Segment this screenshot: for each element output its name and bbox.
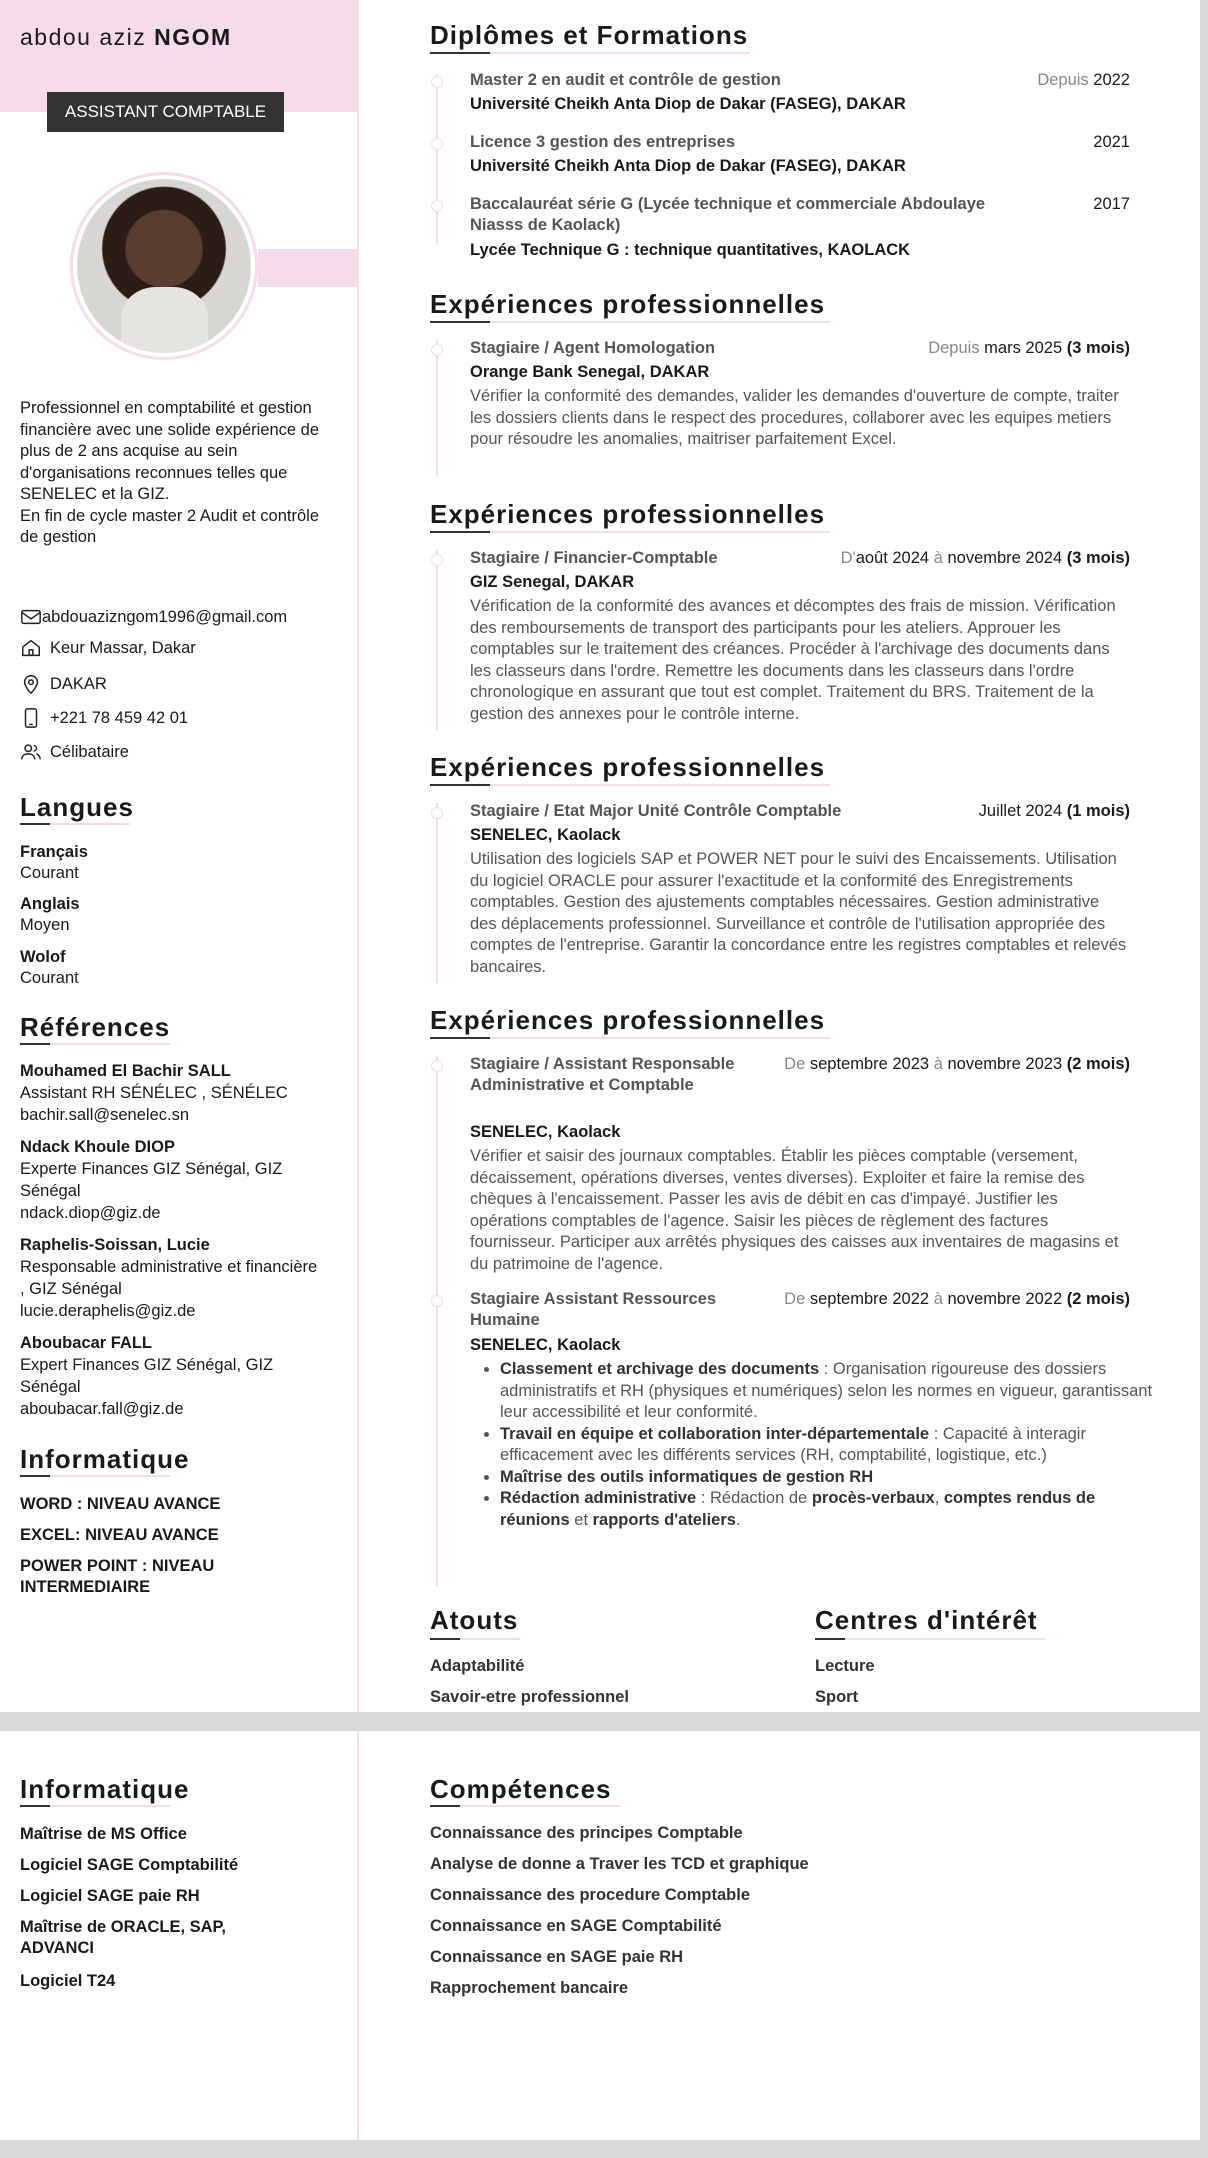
experience-heading: Expériences professionnelles	[430, 289, 826, 319]
atout-item: Savoir-etre professionnel	[430, 1688, 629, 1706]
experience-org: GIZ Senegal, DAKAR	[470, 573, 635, 591]
contact-marital-status: Célibataire	[20, 741, 129, 763]
education-heading: Diplômes et Formations	[430, 20, 749, 50]
experience-org: Orange Bank Senegal, DAKAR	[470, 363, 710, 381]
it-skill-item: Logiciel SAGE Comptabilité	[20, 1856, 239, 1874]
job-title-badge: ASSISTANT COMPTABLE	[47, 92, 284, 132]
location-icon	[20, 673, 42, 695]
experience-description: Vérification de la conformité des avances et décomptes des frais de mission. Vérification des remboursements de transport des participants pour les ateliers. Approuer les comptables sur le traitement des créances. Procéder à l'archivage des documents dans les classeurs dans l'ordre. Remettre les documents dans les classeurs dans l'ordre chronologique en assurant que tout est complet. Traitement du BRS. Traitement de la gestion des annexes pour le contrôle interne.	[470, 597, 1116, 723]
heading-underline	[430, 1037, 830, 1039]
home-icon	[20, 637, 42, 659]
competence-item: Rapprochement bancaire	[430, 1979, 629, 1997]
experience-bullets	[470, 1359, 1160, 1531]
informatique-heading: Informatique	[20, 1444, 190, 1474]
heading-underline	[430, 784, 830, 786]
competence-item: Connaissance des procedure Comptable	[430, 1886, 751, 1904]
education-date: Depuis 2022	[1037, 71, 1130, 89]
it-skill-item: POWER POINT : NIVEAU INTERMEDIAIRE	[20, 1557, 215, 1596]
timeline-line	[436, 74, 438, 244]
bullet-item: • Rédaction administrative : Rédaction de procès-verbaux, comptes rendus de réunions et rapports d'ateliers.	[500, 1488, 1160, 1531]
experience-heading: Expériences professionnelles	[430, 499, 826, 529]
heading-underline	[430, 1805, 620, 1807]
timeline-dot	[431, 344, 443, 356]
it-skill-item: Maîtrise de ORACLE, SAP, ADVANCI	[20, 1918, 227, 1957]
heading-underline	[430, 531, 830, 533]
timeline-line	[436, 550, 438, 730]
profile-photo	[70, 172, 258, 360]
experience-heading: Expériences professionnelles	[430, 1005, 826, 1035]
timeline-dot	[431, 76, 443, 88]
competences-heading: Compétences	[430, 1774, 612, 1804]
interest-item: Sport	[815, 1688, 859, 1706]
experience-description: Utilisation des logiciels SAP et POWER NET pour le suivi des Encaissements. Utilisation du logiciel ORACLE pour assurer l'exactitude et la conformité des Enregistrements comptables. Gestion des ajustements comptables nécessaires. Gestion administrative des déplacements professionnel. Surveillance et contrôle de l'utilisation appropriée des comptes de l'entreprise. Garantir la concordance entre les registres comptables et relevés bancaires.	[470, 850, 1127, 976]
reference-item: Mouhamed El Bachir SALL Assistant RH SÉNÉLEC , SÉNÉLEC bachir.sall@senelec.sn	[20, 1062, 288, 1124]
timeline-dot	[431, 1295, 443, 1307]
experience-date: De septembre 2023 à novembre 2023 (2 mois)	[784, 1055, 1130, 1073]
contact-email[interactable]: abdouazizngom1996@gmail.com	[20, 606, 287, 628]
competence-item: Connaissance en SAGE paie RH	[430, 1948, 684, 1966]
language-item: Anglais Moyen	[20, 895, 80, 934]
reference-item: Aboubacar FALL Expert Finances GIZ Sénégal, GIZ Sénégal aboubacar.fall@giz.de	[20, 1334, 274, 1418]
competence-item: Analyse de donne a Traver les TCD et graphique	[430, 1855, 809, 1873]
it-skill-item: Logiciel SAGE paie RH	[20, 1887, 200, 1905]
reference-item: Raphelis-Soissan, Lucie Responsable administrative et financière , GIZ Sénégal lucie.deraphelis@giz.de	[20, 1236, 318, 1320]
education-org: Université Cheikh Anta Diop de Dakar (FASEG), DAKAR	[470, 95, 906, 113]
heading-underline	[815, 1638, 1045, 1640]
heading-underline	[20, 1043, 170, 1045]
education-title: Licence 3 gestion des entreprises	[470, 133, 736, 151]
experience-title: Stagiaire / Etat Major Unité Contrôle Comptable	[470, 802, 842, 820]
references-heading: Références	[20, 1012, 171, 1042]
education-org: Lycée Technique G : technique quantitatives, KAOLACK	[470, 241, 911, 259]
experience-description: Vérifier et saisir des journaux comptables. Établir les pièces comptable (versement, décaissement, opérations diverses, ventes diverses). Exploiter et faire la remise des chèques à l'encaissement. Passer les avis de débit en cas d'impayé. Justifier les opérations comptables de l'agence. Saisir les pièces de règlement des factures fournisseur. Participer aux arrêtés physiques des caisses aux inventaires de magasins et du patrimoine de l'agence.	[470, 1147, 1119, 1273]
heading-underline	[430, 321, 830, 323]
education-org: Université Cheikh Anta Diop de Dakar (FASEG), DAKAR	[470, 157, 906, 175]
timeline-dot	[431, 1060, 443, 1072]
experience-org: SENELEC, Kaolack	[470, 826, 621, 844]
heading-underline	[430, 1638, 520, 1640]
experience-title: Stagiaire / Financier-Comptable	[470, 549, 718, 567]
interest-item: Lecture	[815, 1657, 875, 1675]
contact-address: Keur Massar, Dakar	[20, 637, 196, 659]
timeline-line	[436, 1056, 438, 1586]
timeline-line	[436, 803, 438, 983]
experience-description: Vérifier la conformité des demandes, valider les demandes d'ouverture de compte, traiter les dossiers clients dans le respect des procedures, collaborer avec les equipes metiers pour résoudre les anomalies, maitriser parfaitement Excel.	[470, 387, 1119, 448]
timeline-line	[436, 340, 438, 476]
it-skill-item: Logiciel T24	[20, 1972, 116, 1990]
photo-accent-bar	[258, 249, 358, 287]
experience-heading: Expériences professionnelles	[430, 752, 826, 782]
it-skill-item: EXCEL: NIVEAU AVANCE	[20, 1526, 219, 1544]
atout-item: Adaptabilité	[430, 1657, 525, 1675]
competence-item: Connaissance des principes Comptable	[430, 1824, 743, 1842]
experience-date: Depuis mars 2025 (3 mois)	[928, 339, 1130, 357]
informatique-heading: Informatique	[20, 1774, 190, 1804]
experience-title: Stagiaire Assistant Ressources Humaine	[470, 1290, 717, 1329]
heading-underline	[430, 52, 750, 54]
it-skill-item: WORD : NIVEAU AVANCE	[20, 1495, 221, 1513]
bullet-item: • Maîtrise des outils informatiques de gestion RH	[500, 1467, 1160, 1489]
bullet-item: • Classement et archivage des documents : Organisation rigoureuse des dossiers administratifs et RH (physiques et numériques) selon les normes en vigueur, garantissant leur accessibilité et leur conformité.	[500, 1359, 1160, 1424]
timeline-dot	[431, 138, 443, 150]
education-title: Baccalauréat série G (Lycée technique et commerciale Abdoulaye Niasss de Kaolack)	[470, 195, 986, 234]
education-title: Master 2 en audit et contrôle de gestion	[470, 71, 781, 89]
bullet-item: • Travail en équipe et collaboration inter-départementale : Capacité à interagir efficacement avec les différents services (RH, comptabilité, logistique, etc.)	[500, 1424, 1160, 1467]
column-divider	[357, 1731, 359, 2140]
mail-icon	[20, 606, 42, 628]
heading-underline	[20, 1805, 170, 1807]
experience-date: Juillet 2024 (1 mois)	[978, 802, 1130, 820]
education-date: 2021	[1093, 133, 1130, 151]
timeline-dot	[431, 200, 443, 212]
language-item: Wolof Courant	[20, 948, 79, 987]
timeline-dot	[431, 554, 443, 566]
it-skill-item: Maîtrise de MS Office	[20, 1825, 187, 1843]
language-item: Français Courant	[20, 843, 88, 882]
heading-underline	[20, 1475, 170, 1477]
interests-heading: Centres d'intérêt	[815, 1605, 1038, 1635]
timeline-dot	[431, 807, 443, 819]
languages-heading: Langues	[20, 792, 134, 822]
profile-summary: Professionnel en comptabilité et gestion financière avec une solide expérience de plus de 2 ans acquise au sein d'organisations reconnues telles que SENELEC et la GIZ. En fin de cycle master 2 Audit et contrôle de gestion	[20, 399, 320, 546]
phone-icon	[20, 707, 42, 729]
cv-page-2	[0, 1731, 1200, 2140]
candidate-name: abdou aziz NGOM	[20, 24, 232, 50]
education-date: 2017	[1093, 195, 1130, 213]
reference-item: Ndack Khoule DIOP Experte Finances GIZ Sénégal, GIZ Sénégal ndack.diop@giz.de	[20, 1138, 283, 1222]
experience-date: D'août 2024 à novembre 2024 (3 mois)	[840, 549, 1130, 567]
experience-org: SENELEC, Kaolack	[470, 1123, 621, 1141]
contact-city: DAKAR	[20, 673, 107, 695]
experience-title: Stagiaire / Agent Homologation	[470, 339, 716, 357]
contact-phone[interactable]: +221 78 459 42 01	[20, 707, 188, 729]
experience-date: De septembre 2022 à novembre 2022 (2 mois)	[784, 1290, 1130, 1308]
competence-item: Connaissance en SAGE Comptabilité	[430, 1917, 722, 1935]
experience-org: SENELEC, Kaolack	[470, 1336, 621, 1354]
people-icon	[20, 741, 42, 763]
atouts-heading: Atouts	[430, 1605, 519, 1635]
heading-underline	[20, 823, 130, 825]
experience-title: Stagiaire / Assistant Responsable Administrative et Comptable	[470, 1055, 735, 1094]
